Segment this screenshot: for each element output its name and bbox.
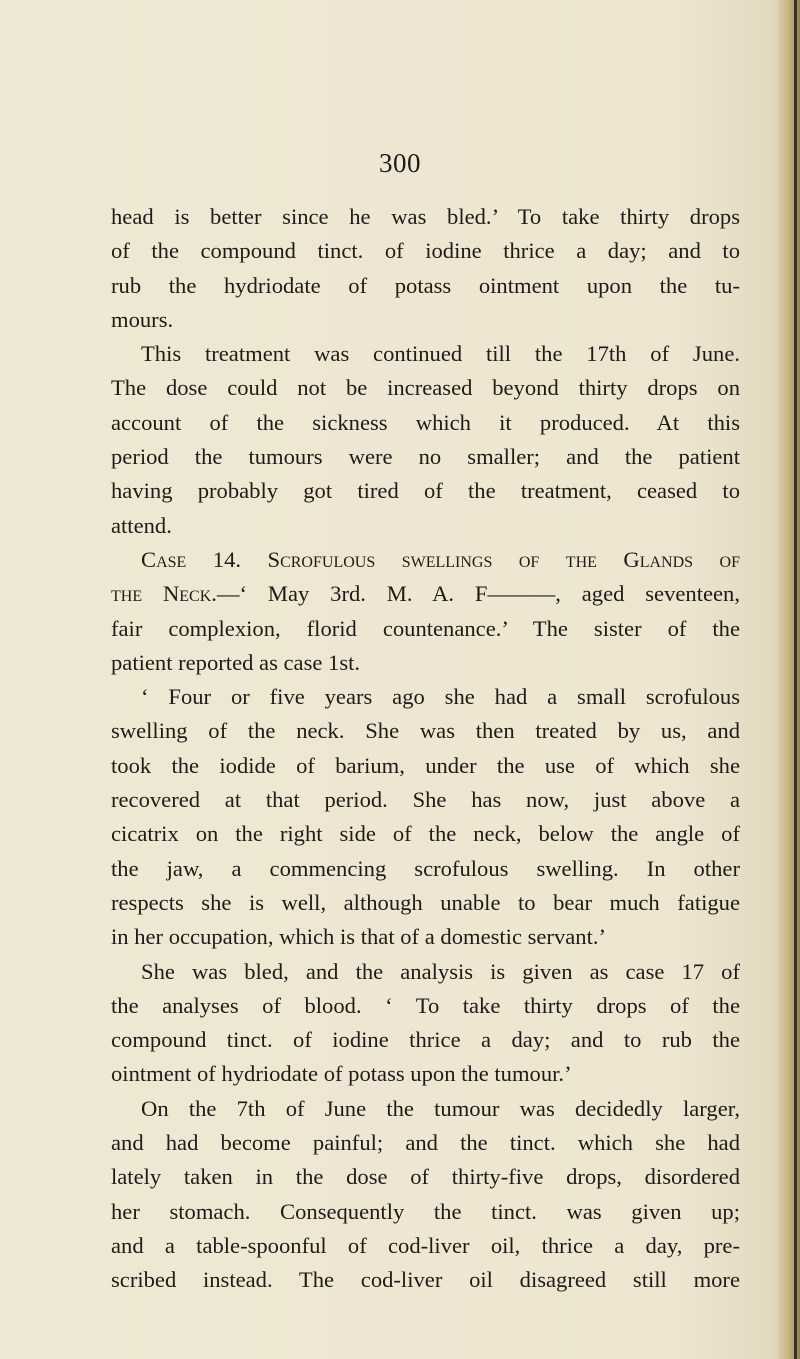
text-line: On the 7th of June the tumour was decidedly larger, — [141, 1095, 740, 1121]
text-line: of the compound tinct. of iodine thrice a day; and to — [111, 238, 740, 264]
text-line: and had become painful; and the tinct. which she had — [111, 1130, 740, 1156]
text-line: took the iodide of barium, under the use of which she — [111, 752, 740, 778]
text-line: mours. — [111, 306, 174, 332]
text-line: and a table-spoonful of cod-liver oil, thrice a day, pre- — [111, 1232, 740, 1258]
text-line: the analyses of blood. ‘ To take thirty drops of the — [111, 992, 740, 1018]
text-line: scribed instead. The cod-liver oil disagreed still more — [111, 1267, 740, 1293]
text-line: The dose could not be increased beyond thirty drops on — [111, 375, 740, 401]
page-number: 300 — [379, 148, 421, 178]
text-line: lately taken in the dose of thirty-five drops, disordered — [111, 1164, 740, 1190]
text-line: ‘ Four or five years ago she had a small scrofulous — [141, 684, 740, 710]
text-line: fair complexion, florid countenance.’ The sister of the — [111, 615, 740, 641]
text-line: rub the hydriodate of potass ointment upon the tu- — [111, 272, 740, 298]
text-line: respects she is well, although unable to bear much fatigue — [111, 889, 740, 915]
text-line: ointment of hydriodate of potass upon the tumour.’ — [111, 1061, 572, 1087]
text-line: attend. — [111, 512, 172, 538]
text-line: the Neck.—‘ May 3rd. M. A. F———, aged seventeen, — [111, 581, 740, 607]
text-line: the jaw, a commencing scrofulous swelling. In other — [111, 855, 740, 881]
text-line: recovered at that period. She has now, just above a — [111, 787, 740, 813]
text-line: swelling of the neck. She was then treated by us, and — [111, 718, 740, 744]
text-line: her stomach. Consequently the tinct. was given up; — [111, 1198, 740, 1224]
text-line: having probably got tired of the treatment, ceased to — [111, 478, 740, 504]
text-line: account of the sickness which it produced. At this — [111, 409, 740, 435]
text-line: compound tinct. of iodine thrice a day; and to rub the — [111, 1027, 740, 1053]
body-text — [111, 200, 740, 1298]
text-line: This treatment was continued till the 17th of June. — [141, 341, 740, 367]
text-line: head is better since he was bled.’ To take thirty drops — [111, 204, 740, 229]
text-line: patient reported as case 1st. — [111, 649, 361, 675]
page-edge-line — [794, 0, 797, 1359]
text-line: cicatrix on the right side of the neck, below the angle of — [111, 821, 740, 847]
text-line: Case 14. Scrofulous swellings of the Glands of — [141, 546, 740, 572]
text-line: period the tumours were no smaller; and the patient — [111, 444, 740, 470]
text-line: in her occupation, which is that of a domestic servant.’ — [111, 924, 607, 950]
text-line: She was bled, and the analysis is given as case 17 of — [141, 958, 740, 984]
